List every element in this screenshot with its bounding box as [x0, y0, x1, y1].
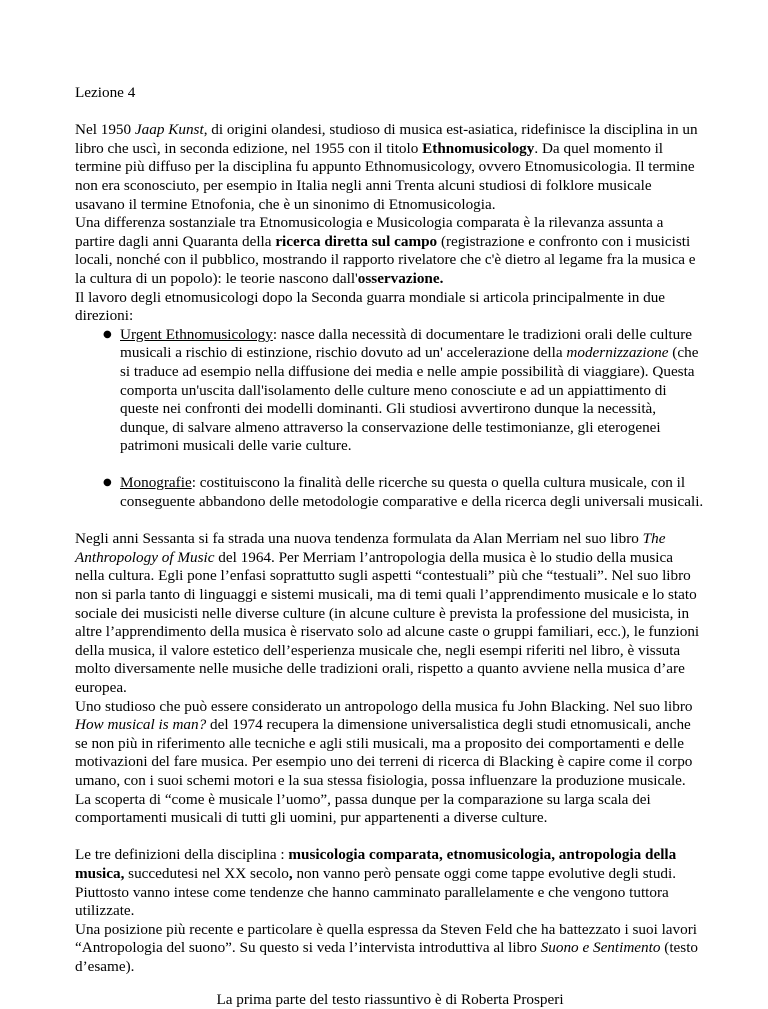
paragraph-merriam — [75, 530, 705, 697]
paragraph-feld — [75, 921, 705, 977]
text-run: Nel 1950 — [75, 121, 135, 138]
book-title-italic: Suono e Sentimento — [541, 939, 661, 956]
directions-list — [75, 326, 705, 512]
document-page — [75, 84, 705, 1009]
paragraph-differenza — [75, 214, 705, 288]
paragraph-kunst — [75, 121, 705, 214]
text-run: , di origini olandesi, studioso di musica est-asiatica, ridefinisce la disciplina in un libro che uscì, in seconda edizione, nel 1955 con il titolo — [75, 121, 698, 157]
bold-phrase: osservazione. — [358, 270, 444, 287]
text-run: del 1974 recupera la dimensione universalistica degli studi etnomusicali, anche se non più in riferimento alle tecniche e agli stili musicali, ma a proposito dei comportamenti e delle motivazioni del fare musica. Per esempio uno dei terreni di ricerca di Blacking è capire come il corpo umano, con i suoi schemi motori e la sua stessa fisiologia, possa influenzare la produzione musicale. La scoperta di “come è musicale l’uomo”, passa dunque per la comparazione su larga scala dei comportamenti musicali di tutti gli uomini, pur appartenenti a diverse culture. — [75, 716, 692, 826]
bold-comma: , — [289, 865, 293, 882]
list-item-urgent — [75, 326, 705, 456]
list-item-monografie — [75, 474, 705, 511]
text-run: (testo d’esame). — [75, 939, 698, 975]
text-run: Una posizione più recente e particolare è quella espressa da Steven Feld che ha battezzato i suoi lavori “Antropologia del suono”. Su questo si veda l’intervista introduttiva al libro — [75, 921, 697, 957]
lesson-title: Lezione 4 — [75, 84, 705, 103]
book-title-bold: Ethnomusicology — [422, 140, 534, 157]
paragraph-blacking — [75, 698, 705, 828]
footer-credit: La prima parte del testo riassuntivo è di Roberta Prosperi — [75, 991, 705, 1009]
author-name-italic: Jaap Kunst — [135, 121, 204, 138]
paragraph-direzioni: Il lavoro degli etnomusicologi dopo la Seconda guarra mondiale si articola principalmente in due direzioni: — [75, 289, 705, 326]
text-run: Le tre definizioni della disciplina : — [75, 846, 288, 863]
bold-phrase: ricerca diretta sul campo — [275, 233, 437, 250]
list-spacer — [75, 456, 705, 475]
book-title-italic: The Anthropology of Music — [75, 530, 665, 566]
list-term-underlined: Monografie — [120, 474, 192, 491]
list-term-underlined: Urgent Ethnomusicology — [120, 326, 273, 343]
bullet-icon: ● — [103, 474, 112, 493]
text-run: Una differenza sostanziale tra Etnomusicologia e Musicologia comparata è la rilevanza assunta a partire dagli anni Quaranta della — [75, 214, 663, 250]
bold-phrase: musicologia comparata, etnomusicologia, antropologia della musica, — [75, 846, 676, 882]
book-title-italic: How musical is man? — [75, 716, 206, 733]
text-run: . Da quel momento il termine più diffuso per la disciplina fu appunto Ethnomusicology, ovvero Etnomusicologia. Il termine non era sconosciuto, per esempio in Italia negli anni Trenta alcuni studiosi di folklore musicale usavano il termine Etnofonia, che è un sinonimo di Etnomusicologia. — [75, 140, 695, 213]
text-run: non vanno però pensate oggi come tappe evolutive degli studi. Piuttosto vanno intese come tendenze che hanno camminato parallelamente e che vengono tuttora utilizzate. — [75, 865, 676, 919]
text-run: Uno studioso che può essere considerato un antropologo della musica fu John Blacking. Nel suo libro — [75, 698, 693, 715]
text-run: Negli anni Sessanta si fa strada una nuova tendenza formulata da Alan Merriam nel suo libro — [75, 530, 643, 547]
text-run: : nasce dalla necessità di documentare le tradizioni orali delle culture musicali a rischio di estinzione, rischio dovuto ad un' accelerazione della — [120, 326, 692, 362]
text-run: (che si traduce ad esempio nella diffusione dei media e nelle ampie possibilità di viaggiare). Questa comporta un'uscita dall'isolamento delle culture meno conosciute e ad un appiattimento di queste nei confronti dei modelli dominanti. Gli studiosi avvertirono dunque la necessità, dunque, di salvare almeno attraverso la conservazione delle testimonianze, gli eterogenei patrimoni musicali delle varie culture. — [120, 344, 698, 454]
text-run: (registrazione e confronto con i musicisti locali, nonché con il pubblico, mostrando il rapporto rivelatore che c'è dietro al legame fra la musica e la cultura di un popolo): le teorie nascono dall' — [75, 233, 696, 287]
text-run: : costituiscono la finalità delle ricerche su questa o quella cultura musicale, con il conseguente abbandono delle metodologie comparative e della ricerca degli universali musicali. — [120, 474, 703, 510]
paragraph-definizioni — [75, 846, 705, 920]
text-run: del 1964. Per Merriam l’antropologia della musica è lo studio della musica nella cultura. Egli pone l’enfasi soprattutto sugli aspetti “contestuali” più che “testuali”. Nel suo libro non si parla tanto di linguaggi e sistemi musicali, ma di temi quali l’apprendimento musicale e lo stato sociale dei musicisti nelle diverse culture (in alcune culture è prevista la professione del musicista, in altre l’apprendimento della musica è riservato solo ad alcune caste o gruppi familiari, ecc.), le funzioni della musica, il valore estetico dell’esperienza musicale che, negli esempi riferiti nel libro, è vissuta molto diversamente nelle musiche delle tradizioni orali, rispetto a quanto avviene nella musica d’are europea. — [75, 549, 699, 696]
text-run: succedutesi nel XX secolo — [124, 865, 288, 882]
bullet-icon: ● — [103, 326, 112, 345]
italic-term: modernizzazione — [566, 344, 668, 361]
